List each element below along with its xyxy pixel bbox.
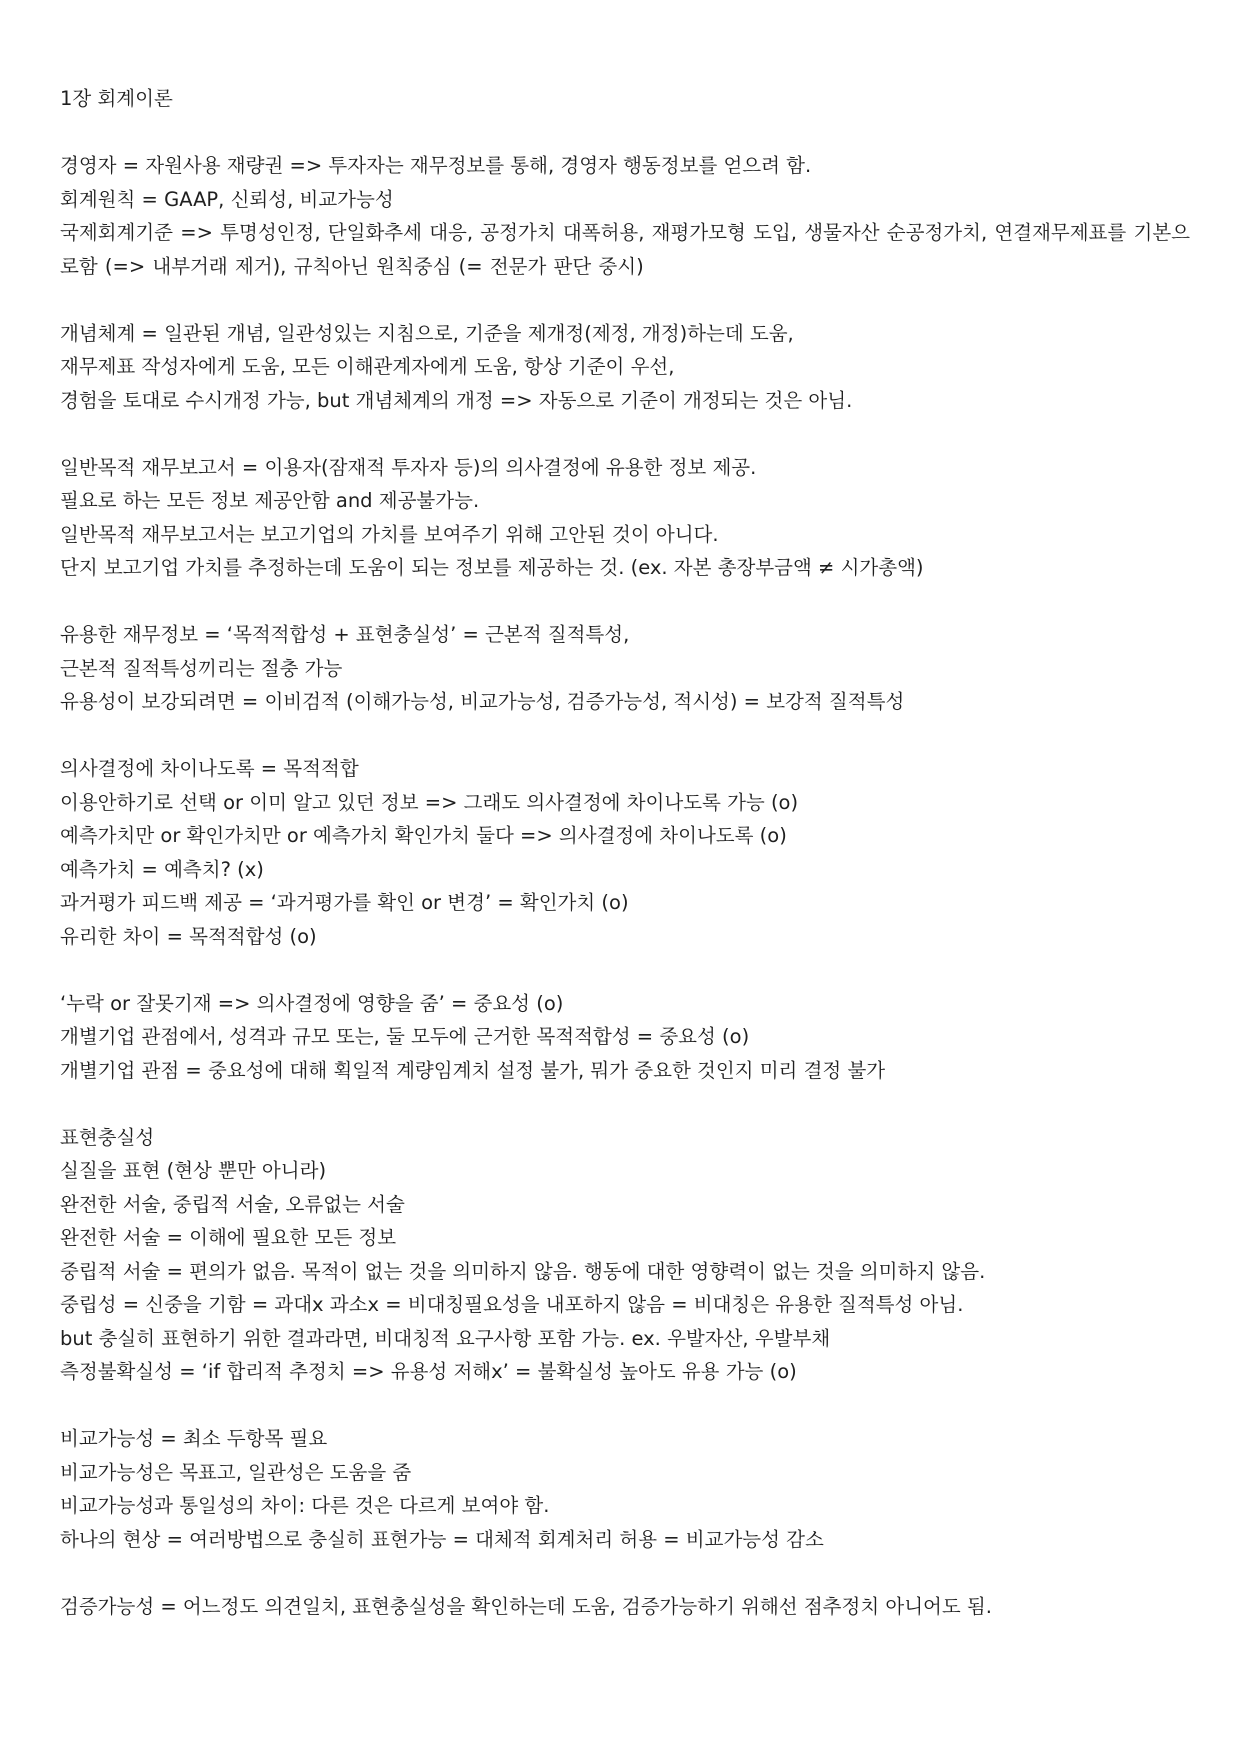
text-line: 비교가능성과 통일성의 차이: 다른 것은 다르게 보여야 함.	[60, 1494, 550, 1517]
text-line: 비교가능성은 목표고, 일관성은 도움을 줌	[60, 1460, 412, 1484]
text-line: 경영자 = 자원사용 재량권 => 투자자는 재무정보를 통해, 경영자 행동정보를 얻으려 함.	[60, 154, 812, 177]
paragraph-materiality	[60, 987, 1190, 1088]
text-line: 표현충실성	[60, 1125, 155, 1149]
text-line: 이용안하기로 선택 or 이미 알고 있던 정보 => 그래도 의사결정에 차이나도록 가능 (o)	[60, 790, 799, 814]
paragraph-accounting-theory-intro	[60, 149, 1190, 283]
text-line: 중립성 = 신중을 기함 = 과대x 과소x = 비대칭필요성을 내포하지 않음 = 비대칭은 유용한 질적특성 아님.	[60, 1293, 964, 1316]
text-line: 의사결정에 차이나도록 = 목적적합	[60, 757, 359, 780]
text-line: but 충실히 표현하기 위한 결과라면, 비대칭적 요구사항 포함 가능. ex. 우발자산, 우발부채	[60, 1326, 831, 1350]
text-line: 회계원칙 = GAAP, 신뢰성, 비교가능성	[60, 187, 394, 211]
text-line: 재무제표 작성자에게 도움, 모든 이해관계자에게 도움, 항상 기준이 우선,	[60, 355, 675, 378]
text-line: 유용한 재무정보 = ‘목적적합성 + 표현충실성’ = 근본적 질적특성,	[60, 623, 630, 646]
text-line: 유용성이 보강되려면 = 이비검적 (이해가능성, 비교가능성, 검증가능성, 적시성) = 보강적 질적특성	[60, 690, 905, 713]
text-line: 중립적 서술 = 편의가 없음. 목적이 없는 것을 의미하지 않음. 행동에 대한 영향력이 없는 것을 의미하지 않음.	[60, 1259, 986, 1283]
text-line: 개념체계 = 일관된 개념, 일관성있는 지침으로, 기준을 제개정(제정, 개정)하는데 도움,	[60, 321, 794, 345]
text-line: 하나의 현상 = 여러방법으로 충실히 표현가능 = 대체적 회계처리 허용 = 비교가능성 감소	[60, 1527, 824, 1551]
text-line: 일반목적 재무보고서는 보고기업의 가치를 보여주기 위해 고안된 것이 아니다.	[60, 522, 719, 546]
text-line: 예측가치만 or 확인가치만 or 예측가치 확인가치 둘다 => 의사결정에 차이나도록 (o)	[60, 824, 787, 847]
paragraph-faithful-representation	[60, 1121, 1190, 1389]
text-line: 개별기업 관점 = 중요성에 대해 획일적 계량임계치 설정 불가, 뭐가 중요한 것인지 미리 결정 불가	[60, 1058, 886, 1082]
text-line: 완전한 서술 = 이해에 필요한 모든 정보	[60, 1226, 397, 1249]
text-line: 단지 보고기업 가치를 추정하는데 도움이 되는 정보를 제공하는 것. (ex. 자본 총장부금액 ≠ 시가총액)	[60, 556, 924, 579]
paragraph-conceptual-framework	[60, 317, 1190, 418]
text-line: 근본적 질적특성끼리는 절충 가능	[60, 656, 343, 680]
paragraph-useful-information	[60, 618, 1190, 719]
text-line: 과거평가 피드백 제공 = ‘과거평가를 확인 or 변경’ = 확인가치 (o)	[60, 891, 629, 914]
text-line: 개별기업 관점에서, 성격과 규모 또는, 둘 모두에 근거한 목적적합성 = 중요성 (o)	[60, 1025, 750, 1048]
text-line: 완전한 서술, 중립적 서술, 오류없는 서술	[60, 1192, 405, 1216]
document-page	[60, 82, 1190, 1657]
page-title: 1장 회계이론	[60, 87, 173, 110]
text-line: 예측가치 = 예측치? (x)	[60, 857, 264, 881]
text-line: ‘누락 or 잘못기재 => 의사결정에 영향을 줌’ = 중요성 (o)	[60, 991, 564, 1015]
text-line: 경험을 토대로 수시개정 가능, but 개념체계의 개정 => 자동으로 기준이 개정되는 것은 아님.	[60, 388, 853, 412]
text-line: 필요로 하는 모든 정보 제공안함 and 제공불가능.	[60, 489, 480, 512]
paragraph-general-purpose-report	[60, 451, 1190, 585]
text-line: 검증가능성 = 어느정도 의견일치, 표현충실성을 확인하는데 도움, 검증가능하기 위해선 점추정치 아니어도 됨.	[60, 1594, 992, 1618]
paragraph-verifiability	[60, 1590, 1190, 1624]
text-line: 실질을 표현 (현상 뿐만 아니라)	[60, 1159, 327, 1182]
text-line: 일반목적 재무보고서 = 이용자(잠재적 투자자 등)의 의사결정에 유용한 정보 제공.	[60, 455, 757, 479]
paragraph-relevance	[60, 752, 1190, 953]
text-line: 유리한 차이 = 목적적합성 (o)	[60, 924, 317, 948]
text-line: 국제회계기준 => 투명성인정, 단일화추세 대응, 공정가치 대폭허용, 재평가모형 도입, 생물자산 순공정가치, 연결재무제표를 기본으로함 (=> 내부거래 제거), 규칙아닌 원칙중심 (= 전문가 판단 중시)	[60, 221, 1190, 278]
text-line: 측정불확실성 = ‘if 합리적 추정치 => 유용성 저해x’ = 불확실성 높아도 유용 가능 (o)	[60, 1360, 797, 1383]
text-line: 비교가능성 = 최소 두항목 필요	[60, 1427, 328, 1450]
paragraph-comparability	[60, 1422, 1190, 1556]
